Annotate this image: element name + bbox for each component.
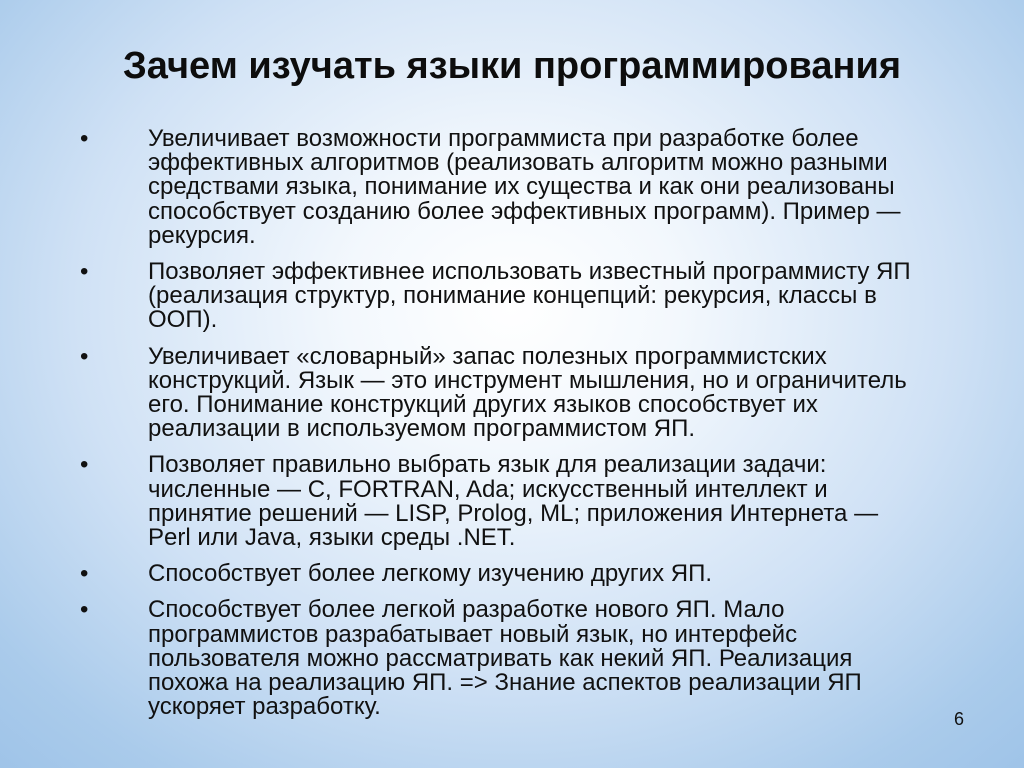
bullet-line: способствует созданию более эффективных программ). Пример — (148, 197, 901, 225)
bullet-item (0, 342, 1024, 443)
bullet-line: программистов разрабатывает новый язык, но интерфейс (148, 620, 798, 648)
bullet-line: конструкций. Язык — это инструмент мышления, но и ограничитель (148, 366, 907, 394)
bullet-marker: • (80, 258, 89, 286)
bullet-marker: • (80, 451, 89, 479)
bullet-line: ускоряет разработку. (148, 693, 381, 721)
slide-title: Зачем изучать языки программирования (123, 45, 901, 87)
bullet-line: (реализация структур, понимание концепций: рекурсия, классы в (148, 282, 877, 310)
bullet-item (0, 260, 1024, 333)
bullet-marker: • (80, 596, 89, 624)
bullet-text (148, 127, 968, 248)
bullet-line: похожа на реализацию ЯП. => Знание аспектов реализации ЯП (148, 669, 862, 697)
bullet-item (0, 127, 1024, 248)
bullet-marker: • (80, 125, 89, 152)
bullet-line: средствами языка, понимание их существа и как они реализованы (148, 173, 895, 201)
bullet-item (0, 453, 1024, 550)
bullet-line: Позволяет правильно выбрать язык для реализации задачи: (148, 451, 827, 479)
bullet-text (148, 598, 968, 719)
bullet-line: его. Понимание конструкций других языков способствует их (148, 391, 818, 419)
bullet-text (148, 453, 968, 550)
page-number: 6 (953, 709, 964, 729)
bullet-line: ООП). (148, 306, 218, 334)
bullet-item (0, 562, 1024, 586)
bullet-line: пользователя можно рассматривать как некий ЯП. Реализация (148, 644, 853, 672)
bullet-line: численные — C, FORTRAN, Ada; искусственный интеллект и (148, 475, 828, 503)
bullet-line: Способствует более легкой разработке нового ЯП. Мало (148, 596, 785, 624)
bullet-line: принятие решений — LISP, Prolog, ML; приложения Интернета — (148, 499, 879, 527)
bullet-item (0, 598, 1024, 719)
bullet-line: Способствует более легкому изучению других ЯП. (148, 560, 712, 588)
bullet-line: рекурсия. (148, 221, 256, 249)
bullet-marker: • (80, 560, 89, 588)
bullet-line: Увеличивает возможности программиста при разработке более (148, 125, 859, 152)
bullet-line: реализации в используемом программистом ЯП. (148, 415, 696, 443)
bullet-line: эффективных алгоритмов (реализовать алгоритм можно разными (148, 149, 888, 177)
bullet-line: Позволяет эффективнее использовать известный программисту ЯП (148, 258, 911, 286)
bullet-marker: • (80, 342, 89, 370)
bullet-list (0, 127, 1024, 731)
bullet-text (148, 342, 968, 443)
bullet-text (148, 562, 968, 586)
bullet-text (148, 260, 968, 333)
bullet-line: Увеличивает «словарный» запас полезных программистских (148, 342, 827, 370)
bullet-line: Perl или Java, языки среды .NET. (148, 524, 516, 552)
